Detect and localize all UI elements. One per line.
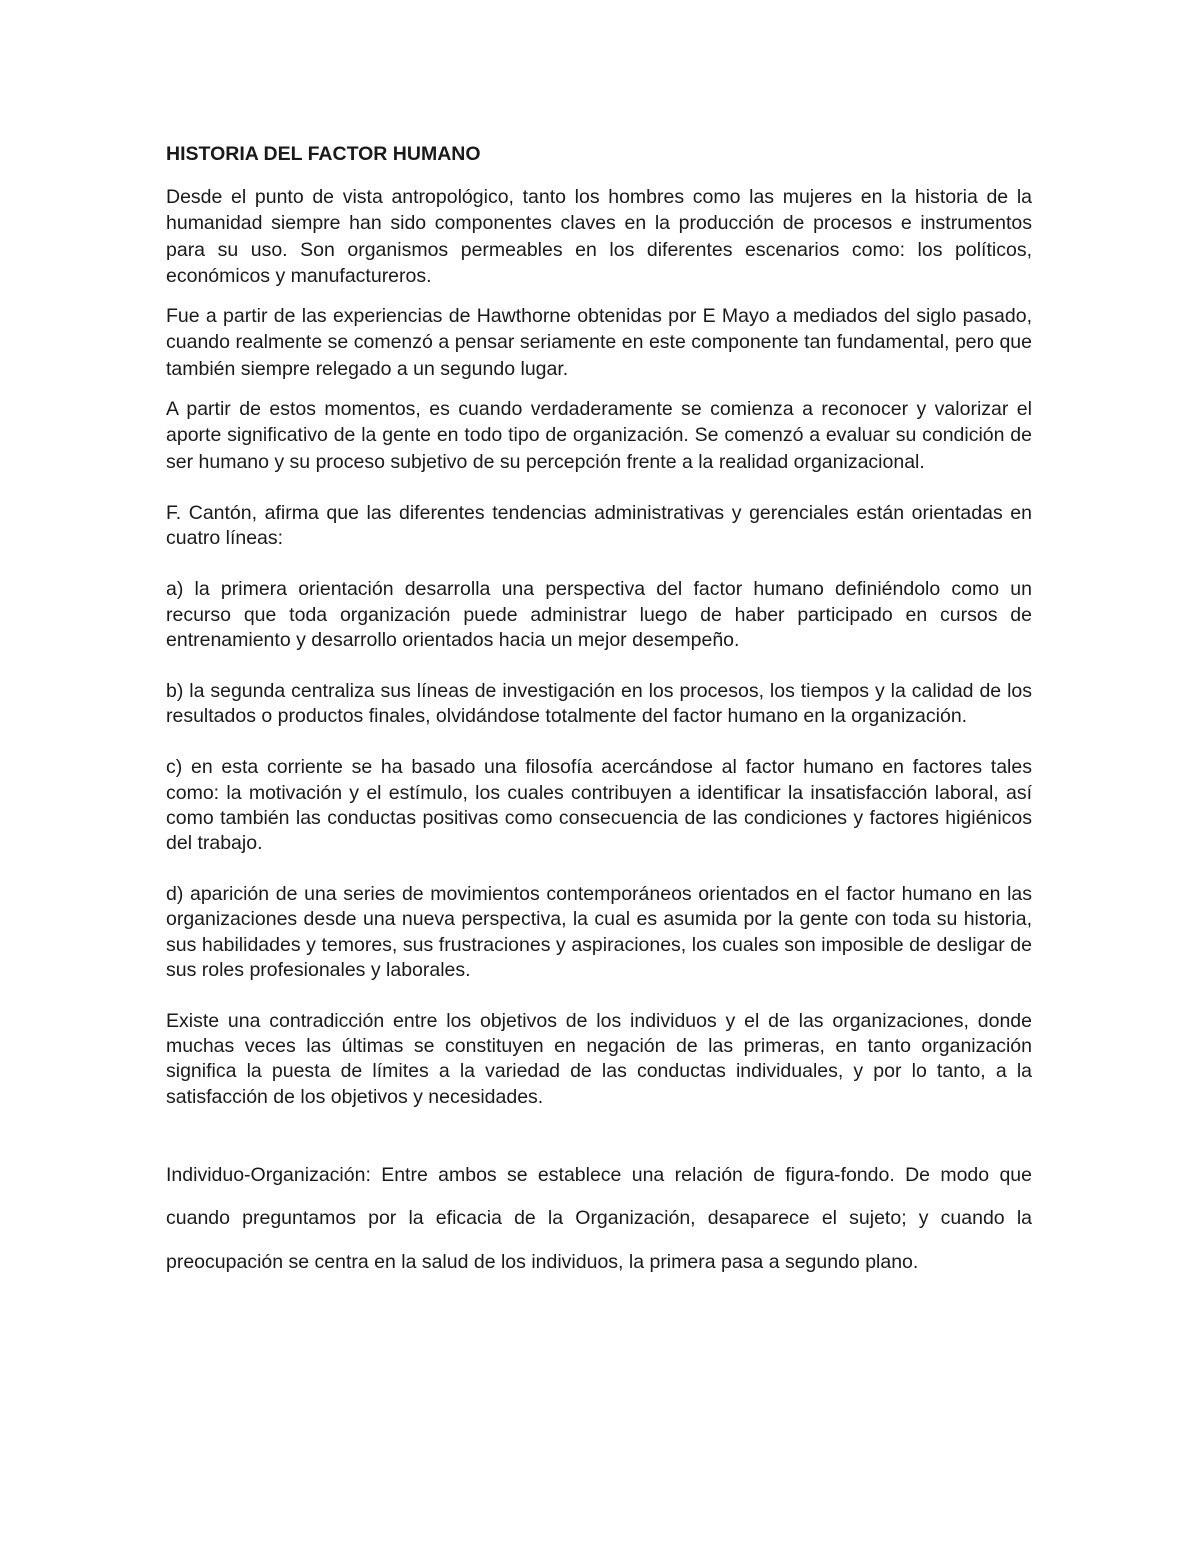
spacer — [166, 729, 1032, 755]
spacer — [166, 856, 1032, 882]
list-item-b: b) la segunda centraliza sus líneas de investigación en los procesos, los tiempos y la calidad de los resultados o productos finales, olvidándose totalmente del factor humano en la organización. — [166, 679, 1032, 728]
paragraph-canton: F. Cantón, afirma que las diferentes tendencias administrativas y gerenciales están orientadas en cuatro líneas: — [166, 501, 1032, 550]
paragraph-recognition: A partir de estos momentos, es cuando verdaderamente se comienza a reconocer y valorizar el aporte significativo de la gente en todo tipo de organización. Se comenzó a evaluar su condición de ser humano y su proceso subjetivo de su percepción frente a la realidad organizacional. — [166, 398, 1032, 473]
spacer — [166, 983, 1032, 1009]
paragraph-contradiction: Existe una contradicción entre los objetivos de los individuos y el de las organizaciones, donde muchas veces las últimas se constituyen en negación de las primeras, en tanto organización significa la puesta de límites a la variedad de las conductas individuales, y por lo tanto, a la satisfacción de los objetivos y necesidades. — [166, 1010, 1032, 1108]
list-item-c: c) en esta corriente se ha basado una filosofía acercándose al factor humano en factores tales como: la motivación y el estímulo, los cuales contribuyen a identificar la insatisfacción laboral, así como también las conductas positivas como consecuencia de las condiciones y factores higiénicos del trabajo. — [166, 756, 1032, 854]
list-item-a: a) la primera orientación desarrolla una perspectiva del factor humano definiéndolo como un recurso que toda organización puede administrar luego de haber participado en cursos de entrenamiento y desarrollo orientados hacia un mejor desempeño. — [166, 578, 1032, 651]
paragraph-anthropological: Desde el punto de vista antropológico, tanto los hombres como las mujeres en la historia de la humanidad siempre han sido componentes claves en la producción de procesos e instrumentos para su uso. Son organismos permeables en los diferentes escenarios como: los políticos, económicos y manufactureros. — [166, 186, 1032, 287]
paragraph-hawthorne: Fue a partir de las experiencias de Hawthorne obtenidas por E Mayo a mediados del siglo pasado, cuando realmente se comenzó a pensar seriamente en este componente tan fundamental, pero que también siempre relegado a un segundo lugar. — [166, 305, 1032, 380]
document-title: HISTORIA DEL FACTOR HUMANO — [166, 143, 481, 165]
spacer — [166, 289, 1032, 303]
spacer — [166, 475, 1032, 501]
document-body — [166, 141, 1032, 1284]
spacer — [166, 551, 1032, 577]
list-item-d: d) aparición de una series de movimientos contemporáneos orientados en el factor humano en las organizaciones desde una nueva perspectiva, la cual es asumida por la gente con toda su historia, sus habilidades y temores, sus frustraciones y aspiraciones, los cuales son imposible de desligar de sus roles profesionales y laborales. — [166, 883, 1032, 981]
spacer — [166, 382, 1032, 396]
paragraph-individual-organization: Individuo-Organización: Entre ambos se establece una relación de figura-fondo. De modo que cuando preguntamos por la eficacia de la Organización, desaparece el sujeto; y cuando la preocupación se centra en la salud de los individuos, la primera pasa a segundo plano. — [166, 1163, 1032, 1273]
spacer — [166, 653, 1032, 679]
spacer — [166, 1110, 1032, 1154]
